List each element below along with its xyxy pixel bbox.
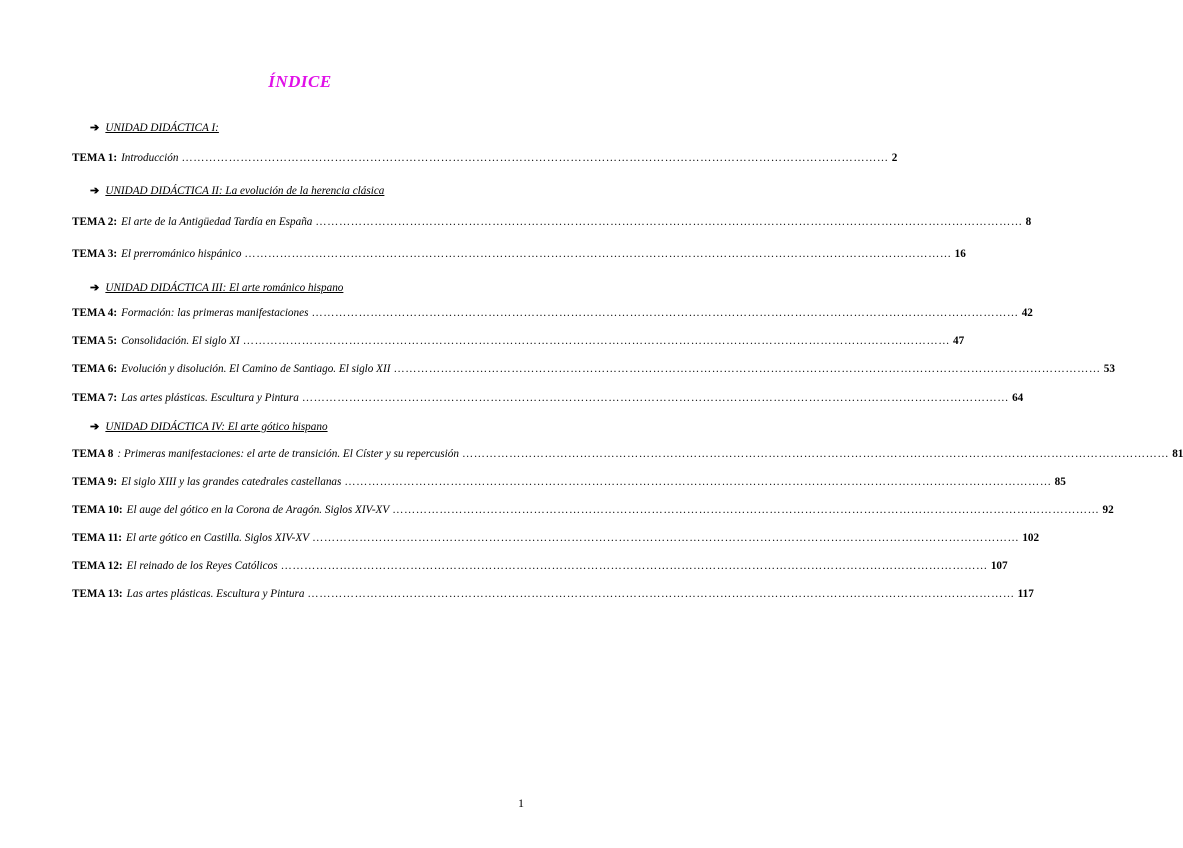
toc-tema-label: TEMA 1: xyxy=(72,152,118,164)
toc-topic: El prerrománico hispánico xyxy=(121,248,242,260)
toc-leader: ……………………………………………………………………………………………………………………………………………………………… xyxy=(344,476,1052,488)
toc-tema-label: TEMA 10: xyxy=(72,504,123,516)
toc-topic: Evolución y disolución. El Camino de Santiago. El siglo XII xyxy=(121,363,391,375)
toc-topic: El siglo XIII y las grandes catedrales castellanas xyxy=(121,476,342,488)
toc-entry-12 xyxy=(72,560,1008,572)
toc-page-number: 47 xyxy=(953,335,965,347)
arrow-icon: ➔ xyxy=(90,122,100,134)
unit-heading-1 xyxy=(90,121,219,134)
toc-leader: ……………………………………………………………………………………………………………………………………………………………… xyxy=(392,504,1100,516)
toc-leader: ……………………………………………………………………………………………………………………………………………………………… xyxy=(312,532,1020,544)
toc-entry-6 xyxy=(72,363,1115,375)
toc-leader: ……………………………………………………………………………………………………………………………………………………………… xyxy=(244,248,952,260)
toc-entry-11 xyxy=(72,532,1040,544)
toc-page-number: 92 xyxy=(1102,504,1114,516)
toc-topic: El arte de la Antigüedad Tardía en España xyxy=(121,216,313,228)
toc-tema-label: TEMA 3: xyxy=(72,248,118,260)
toc-leader: ……………………………………………………………………………………………………………………………………………………………… xyxy=(461,448,1170,460)
toc-page-number: 8 xyxy=(1025,216,1032,228)
page-number: 1 xyxy=(518,796,524,810)
toc-page-number: 107 xyxy=(990,560,1008,572)
toc-topic: Las artes plásticas. Escultura y Pintura xyxy=(121,392,299,404)
toc-topic: El auge del gótico en la Corona de Aragón. Siglos XIV-XV xyxy=(126,504,390,516)
unit-heading-text: UNIDAD DIDÁCTICA I: xyxy=(105,122,219,134)
toc-tema-label: TEMA 2: xyxy=(72,216,118,228)
toc-leader: ……………………………………………………………………………………………………………………………………………………………… xyxy=(311,307,1019,319)
toc-tema-label: TEMA 5: xyxy=(72,335,118,347)
toc-entry-5 xyxy=(72,335,965,347)
toc-entry-10 xyxy=(72,504,1114,516)
toc-tema-label: TEMA 4: xyxy=(72,307,118,319)
toc-page-number: 81 xyxy=(1172,448,1183,460)
toc-tema-label: TEMA 7: xyxy=(72,392,118,404)
toc-topic: Consolidación. El siglo XI xyxy=(121,335,240,347)
arrow-icon: ➔ xyxy=(90,185,100,197)
toc-leader: ……………………………………………………………………………………………………………………………………………………………… xyxy=(181,152,889,164)
toc-page-number: 53 xyxy=(1103,363,1115,375)
toc-tema-label: TEMA 13: xyxy=(72,588,123,600)
toc-leader: ……………………………………………………………………………………………………………………………………………………………… xyxy=(242,335,951,347)
toc-leader: ……………………………………………………………………………………………………………………………………………………………… xyxy=(393,363,1101,375)
unit-heading-text: UNIDAD DIDÁCTICA II: La evolución de la herencia clásica xyxy=(105,185,385,197)
toc-entry-7 xyxy=(72,392,1024,404)
toc-topic: Las artes plásticas. Escultura y Pintura xyxy=(126,588,305,600)
toc-entry-13 xyxy=(72,588,1034,600)
toc-entry-1 xyxy=(72,152,898,164)
toc-leader: ……………………………………………………………………………………………………………………………………………………………… xyxy=(280,560,988,572)
toc-topic: El reinado de los Reyes Católicos xyxy=(126,560,278,572)
toc-page-number: 42 xyxy=(1021,307,1033,319)
toc-tema-label: TEMA 8 xyxy=(72,448,114,460)
toc-entry-8 xyxy=(72,448,1183,460)
page-title: ÍNDICE xyxy=(268,72,332,91)
toc-topic: : Primeras manifestaciones: el arte de transición. El Císter y su repercusión xyxy=(117,448,459,460)
unit-heading-4 xyxy=(90,420,328,433)
unit-heading-2 xyxy=(90,184,384,197)
toc-page-number: 102 xyxy=(1022,532,1040,544)
toc-page-number: 85 xyxy=(1054,476,1066,488)
toc-entry-2 xyxy=(72,216,1032,228)
toc-tema-label: TEMA 9: xyxy=(72,476,118,488)
toc-page-number: 64 xyxy=(1012,392,1024,404)
toc-leader: ……………………………………………………………………………………………………………………………………………………………… xyxy=(307,588,1015,600)
unit-heading-text: UNIDAD DIDÁCTICA III: El arte románico hispano xyxy=(105,282,344,294)
unit-heading-3 xyxy=(90,281,343,294)
toc-tema-label: TEMA 12: xyxy=(72,560,123,572)
arrow-icon: ➔ xyxy=(90,282,100,294)
toc-tema-label: TEMA 11: xyxy=(72,532,123,544)
toc-entry-9 xyxy=(72,476,1066,488)
toc-page-number: 117 xyxy=(1017,588,1034,600)
toc-leader: ……………………………………………………………………………………………………………………………………………………………… xyxy=(315,216,1023,228)
toc-page-number: 2 xyxy=(891,152,898,164)
toc-tema-label: TEMA 6: xyxy=(72,363,118,375)
toc-page-number: 16 xyxy=(954,248,966,260)
arrow-icon: ➔ xyxy=(90,421,100,433)
toc-leader: ……………………………………………………………………………………………………………………………………………………………… xyxy=(301,392,1010,404)
toc-entry-4 xyxy=(72,307,1033,319)
toc-topic: Formación: las primeras manifestaciones xyxy=(121,307,309,319)
toc-topic: El arte gótico en Castilla. Siglos XIV-XV xyxy=(126,532,310,544)
toc-entry-3 xyxy=(72,248,966,260)
unit-heading-text: UNIDAD DIDÁCTICA IV: El arte gótico hispano xyxy=(105,421,328,433)
toc-topic: Introducción xyxy=(121,152,179,164)
